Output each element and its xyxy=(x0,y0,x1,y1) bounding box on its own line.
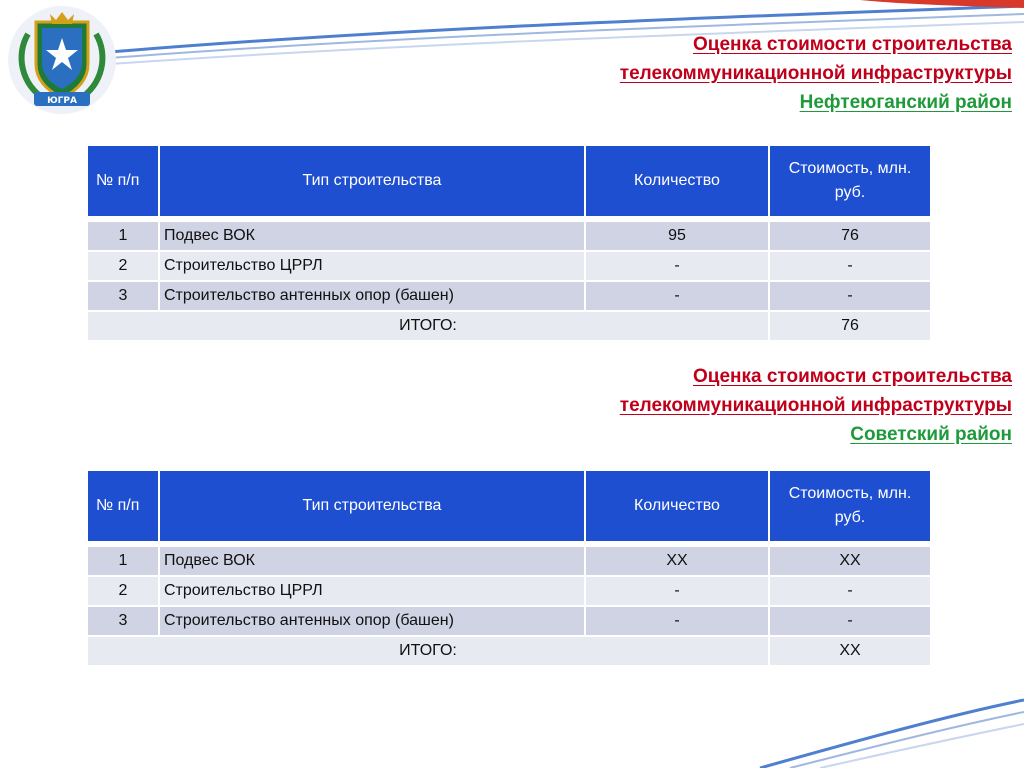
header-qty: Количество xyxy=(585,145,769,217)
title-line-2: телекоммуникационной инфраструктуры xyxy=(619,63,1012,84)
table-total-row xyxy=(87,311,931,341)
coat-of-arms-icon xyxy=(6,4,118,116)
header-num: № п/п xyxy=(87,145,159,217)
section-title-sovetsky xyxy=(620,362,1012,449)
table-row xyxy=(87,546,931,576)
cell-num: 2 xyxy=(87,251,159,281)
total-label: ИТОГО: xyxy=(87,636,769,666)
cell-qty: ХХ xyxy=(585,546,769,576)
table-row xyxy=(87,576,931,606)
district-name: Советский район xyxy=(850,424,1012,445)
table-header-row xyxy=(87,145,931,217)
header-qty: Количество xyxy=(585,470,769,542)
cell-cost: 76 xyxy=(769,221,931,251)
cell-cost: - xyxy=(769,606,931,636)
cell-num: 1 xyxy=(87,221,159,251)
header-num: № п/п xyxy=(87,470,159,542)
title-line-1: Оценка стоимости строительства xyxy=(692,34,1012,55)
cost-table-sovetsky xyxy=(86,469,932,667)
table-total-row xyxy=(87,636,931,666)
cell-type: Строительство ЦРРЛ xyxy=(159,251,585,281)
cell-cost: - xyxy=(769,281,931,311)
cell-qty: - xyxy=(585,576,769,606)
district-name: Нефтеюганский район xyxy=(799,92,1012,113)
cost-table-nefteyugansk xyxy=(86,144,932,342)
cell-cost: ХХ xyxy=(769,546,931,576)
table-row xyxy=(87,606,931,636)
table-row xyxy=(87,251,931,281)
cell-qty: - xyxy=(585,281,769,311)
emblem-ribbon-text: ЮГРА xyxy=(47,96,77,106)
table-row xyxy=(87,281,931,311)
total-value: ХХ xyxy=(769,636,931,666)
table-header-row xyxy=(87,470,931,542)
total-label: ИТОГО: xyxy=(87,311,769,341)
cell-qty: - xyxy=(585,606,769,636)
title-line-1: Оценка стоимости строительства xyxy=(692,366,1012,387)
total-value: 76 xyxy=(769,311,931,341)
title-line-2: телекоммуникационной инфраструктуры xyxy=(619,395,1012,416)
cell-num: 2 xyxy=(87,576,159,606)
cell-num: 1 xyxy=(87,546,159,576)
cell-num: 3 xyxy=(87,281,159,311)
cell-cost: - xyxy=(769,576,931,606)
cell-num: 3 xyxy=(87,606,159,636)
cell-type: Подвес ВОК xyxy=(159,546,585,576)
header-cost: Стоимость, млн. руб. xyxy=(769,470,931,542)
header-cost: Стоимость, млн. руб. xyxy=(769,145,931,217)
header-type: Тип строительства xyxy=(159,145,585,217)
table-row xyxy=(87,221,931,251)
cell-type: Строительство антенных опор (башен) xyxy=(159,606,585,636)
cell-type: Подвес ВОК xyxy=(159,221,585,251)
cell-qty: 95 xyxy=(585,221,769,251)
cell-type: Строительство ЦРРЛ xyxy=(159,576,585,606)
cell-cost: - xyxy=(769,251,931,281)
section-title-nefteyugansk xyxy=(620,30,1012,117)
cell-type: Строительство антенных опор (башен) xyxy=(159,281,585,311)
header-type: Тип строительства xyxy=(159,470,585,542)
cell-qty: - xyxy=(585,251,769,281)
